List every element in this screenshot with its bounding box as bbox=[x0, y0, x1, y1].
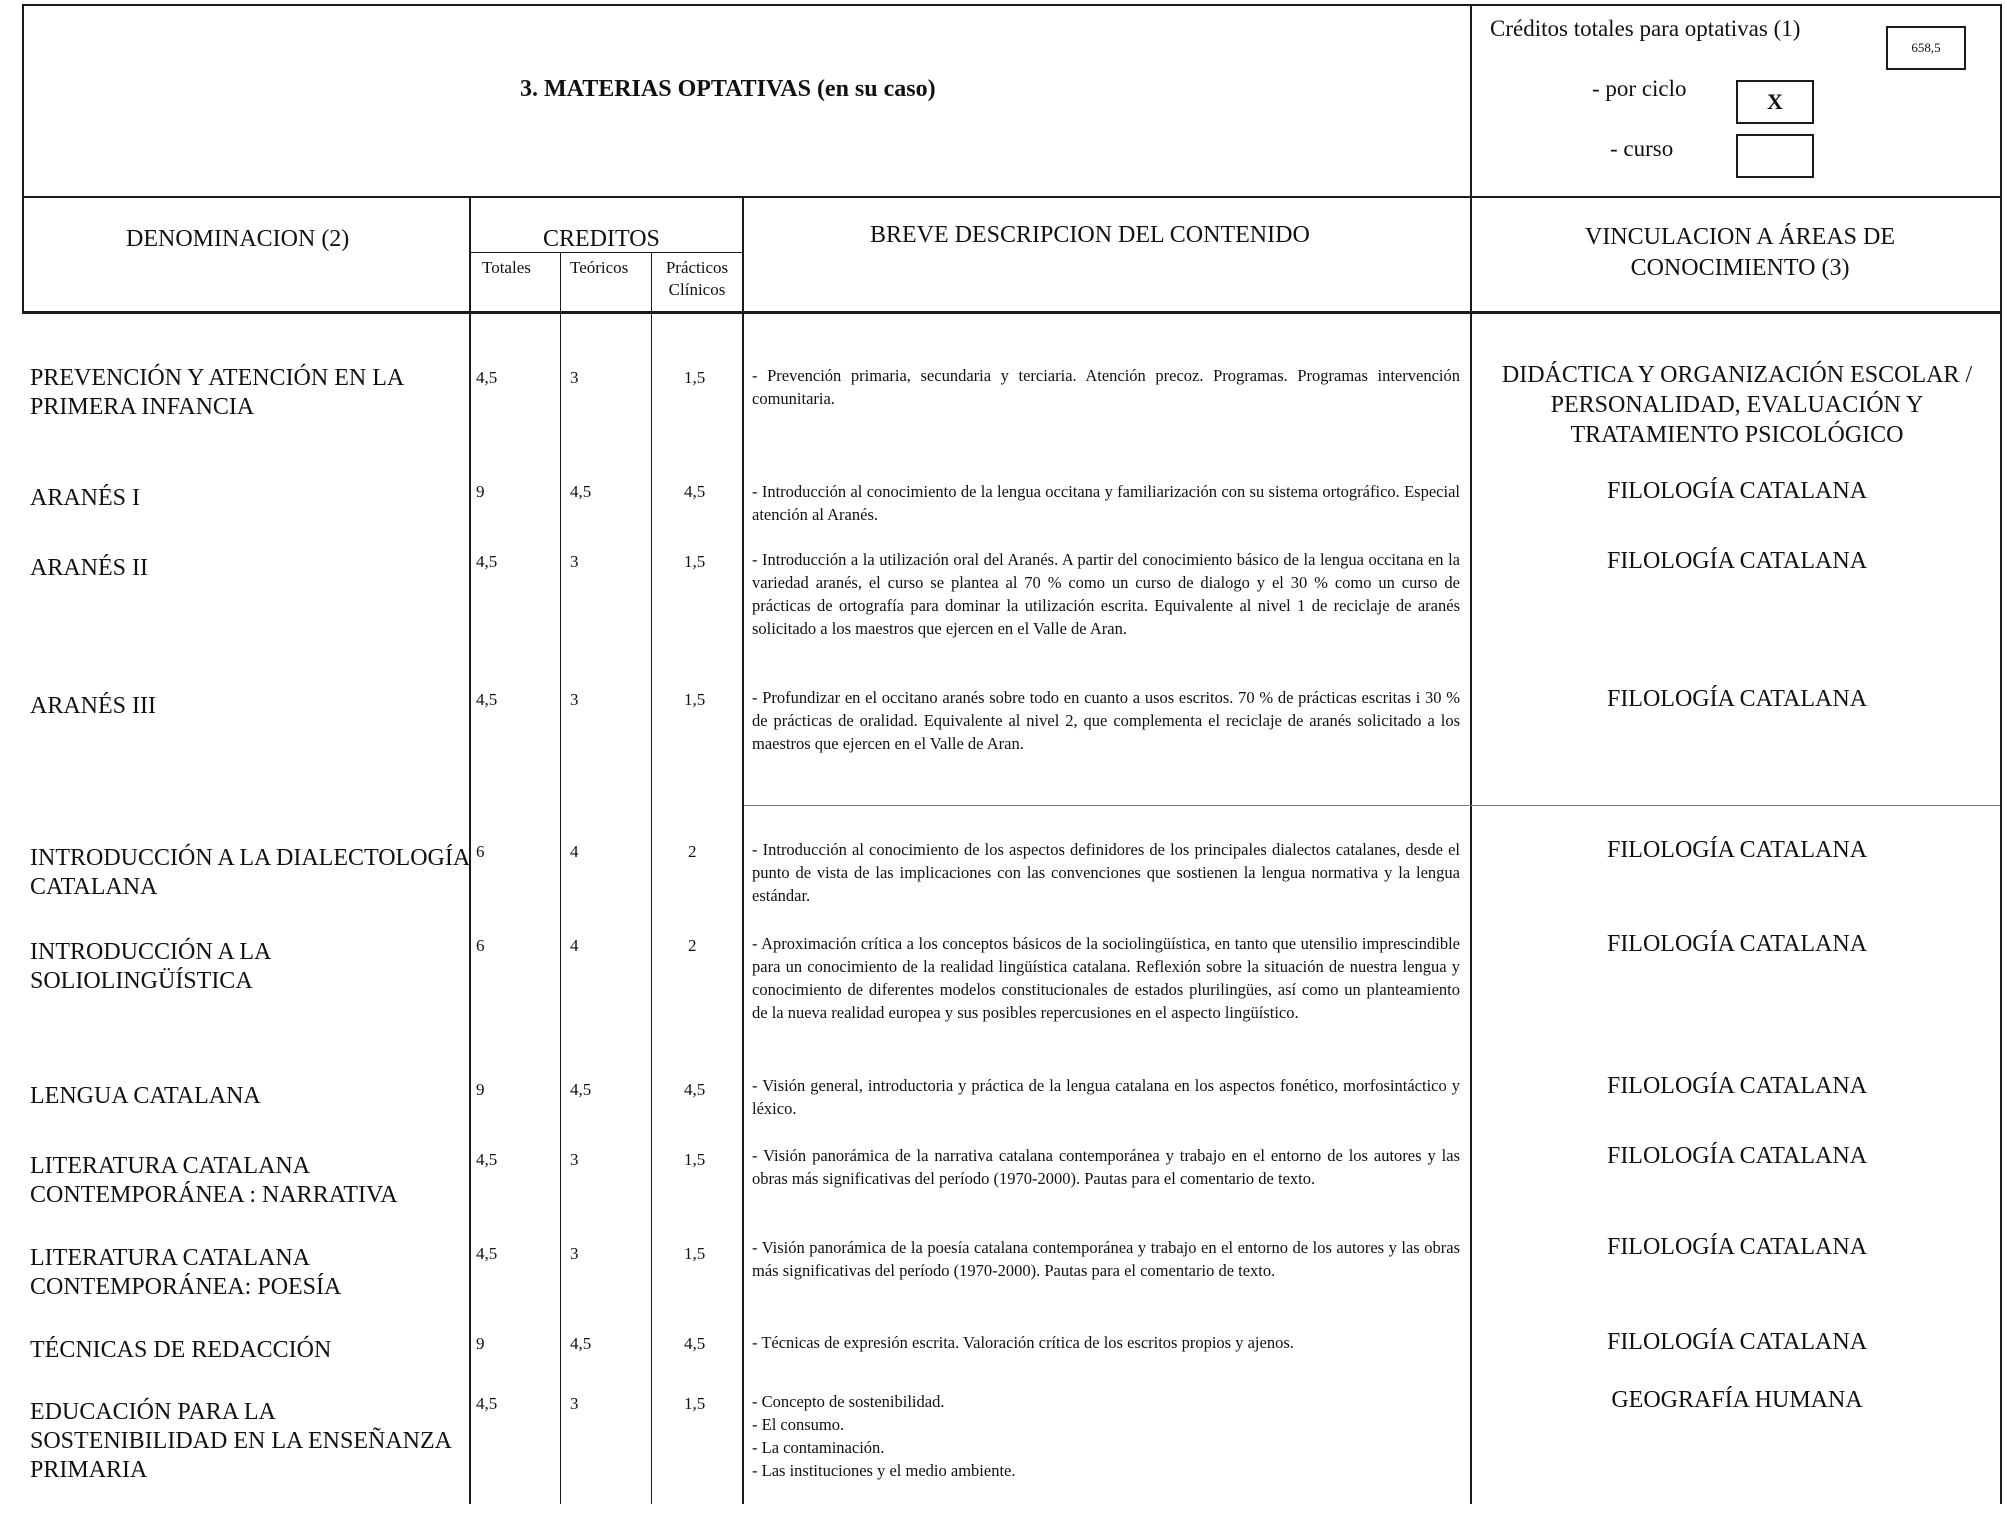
frame-top bbox=[22, 4, 2002, 6]
row-area: FILOLOGÍA CATALANA bbox=[1606, 1073, 1868, 1099]
row-teoricos: 3 bbox=[570, 1150, 579, 1169]
row-totales: 4,5 bbox=[476, 1244, 498, 1263]
row-practicos: 1,5 bbox=[684, 368, 706, 387]
row-area: FILOLOGÍA CATALANA bbox=[1606, 1143, 1868, 1169]
description-line: - Las instituciones y el medio ambiente. bbox=[752, 1461, 1016, 1480]
frame-right bbox=[2000, 4, 2002, 1504]
row-name: ARANÉS I bbox=[30, 485, 141, 511]
row-name: LENGUA CATALANA bbox=[30, 1083, 261, 1109]
row-teoricos: 4,5 bbox=[570, 1334, 592, 1353]
col-descripcion: BREVE DESCRIPCION DEL CONTENIDO bbox=[870, 222, 1310, 248]
row-description: - Visión panorámica de la narrativa catalana contemporánea y trabajo en el entorno de los autores y las obras más significativas del período (1970-2000). Pautas para el comentario de texto. bbox=[752, 1146, 1460, 1188]
row-practicos: 1,5 bbox=[684, 1244, 706, 1263]
row-area: FILOLOGÍA CATALANA bbox=[1606, 837, 1868, 863]
row-teoricos: 3 bbox=[570, 1244, 579, 1263]
row-name: TÉCNICAS DE REDACCIÓN bbox=[30, 1337, 332, 1363]
col-creditos: CREDITOS bbox=[543, 226, 660, 252]
row-totales: 4,5 bbox=[476, 1150, 498, 1169]
row-practicos: 1,5 bbox=[684, 552, 706, 571]
total-credits-box bbox=[1886, 26, 1966, 70]
frame-left bbox=[22, 4, 24, 314]
row-name: ARANÉS III bbox=[30, 693, 156, 719]
col-teoricos: Teóricos bbox=[570, 258, 629, 277]
row-area: FILOLOGÍA CATALANA bbox=[1606, 548, 1868, 574]
row-name: EDUCACIÓN PARA LA SOSTENIBILIDAD EN LA ENSEÑANZA PRIMARIA bbox=[30, 1399, 451, 1483]
col-sep-2 bbox=[560, 252, 561, 1504]
row-totales: 6 bbox=[476, 936, 485, 955]
row-totales: 4,5 bbox=[476, 690, 498, 709]
row-name: LITERATURA CATALANA CONTEMPORÁNEA : NARRATIVA bbox=[30, 1153, 398, 1208]
row-practicos: 4,5 bbox=[684, 1080, 706, 1099]
row-practicos: 2 bbox=[688, 842, 697, 861]
row-totales: 9 bbox=[476, 1080, 485, 1099]
per-cycle-label: - por ciclo bbox=[1592, 76, 1687, 101]
row-area: FILOLOGÍA CATALANA bbox=[1606, 1234, 1868, 1260]
col-practicos: Prácticos Clínicos bbox=[665, 258, 729, 299]
row-description: - Profundizar en el occitano aranés sobre todo en cuanto a usos escritos. 70 % de prácticas escritas i 30 % de prácticas de oralidad. Equivalente al nivel 2, que complementa el reciclaje de aranés solicitado a los maestros que ejercen en el Valle de Aran. bbox=[752, 688, 1460, 753]
row-description: - Introducción al conocimiento de la lengua occitana y familiarización con su sistema ortográfico. Especial atención al Aranés. bbox=[752, 482, 1460, 524]
per-cycle-box bbox=[1736, 80, 1814, 124]
row-practicos: 1,5 bbox=[684, 690, 706, 709]
row-area: FILOLOGÍA CATALANA bbox=[1606, 931, 1868, 957]
col-denominacion: DENOMINACION (2) bbox=[126, 226, 350, 252]
row-teoricos: 3 bbox=[570, 690, 579, 709]
row-area: FILOLOGÍA CATALANA bbox=[1606, 478, 1868, 504]
row-area: DIDÁCTICA Y ORGANIZACIÓN ESCOLAR / PERSONALIDAD, EVALUACIÓN Y TRATAMIENTO PSICOLÓGICO bbox=[1501, 362, 1973, 448]
row-totales: 4,5 bbox=[476, 1394, 498, 1413]
row-area: FILOLOGÍA CATALANA bbox=[1606, 1329, 1868, 1355]
row-practicos: 1,5 bbox=[684, 1150, 706, 1169]
row-teoricos: 3 bbox=[570, 552, 579, 571]
col-sep-3 bbox=[651, 252, 652, 1504]
description-line: - Concepto de sostenibilidad. bbox=[752, 1392, 945, 1411]
row-teoricos: 4,5 bbox=[570, 1080, 592, 1099]
row-name: LITERATURA CATALANA CONTEMPORÁNEA: POESÍA bbox=[30, 1245, 342, 1300]
col-vinculacion: VINCULACION A ÁREAS DE CONOCIMIENTO (3) bbox=[1584, 224, 1895, 281]
row-description: - Visión general, introductoria y práctica de la lengua catalana en los aspectos fonético, morfosintáctico y léxico. bbox=[752, 1076, 1460, 1118]
row-teoricos: 3 bbox=[570, 1394, 579, 1413]
per-cycle-mark: X bbox=[1767, 89, 1783, 114]
row-description: - Visión panorámica de la poesía catalana contemporánea y trabajo en el entorno de los autores y las obras más significativas del período (1970-2000). Pautas para el comentario de texto. bbox=[752, 1238, 1460, 1280]
row-totales: 4,5 bbox=[476, 552, 498, 571]
total-credits-label: Créditos totales para optativas (1) bbox=[1490, 16, 1801, 41]
col-totales: Totales bbox=[482, 258, 531, 277]
col-sep-4 bbox=[742, 198, 744, 1504]
row-name: INTRODUCCIÓN A LA SOLIOLINGÜÍSTICA bbox=[30, 939, 271, 994]
row-teoricos: 4 bbox=[570, 936, 579, 955]
row-name: INTRODUCCIÓN A LA DIALECTOLOGÍA CATALANA bbox=[30, 845, 469, 900]
row-practicos: 4,5 bbox=[684, 482, 706, 501]
row-description: - Introducción a la utilización oral del Aranés. A partir del conocimiento básico de la lengua occitana en la variedad aranés, el curso se plantea al 70 % como un curso de dialogo y el 30 % como un curso de prácticas de ortografía para dominar la utilización escrita. Equivalente al nivel 1 de reciclaje de aranés solicitado a los maestros que ejercen en el Valle de Aran. bbox=[752, 550, 1460, 638]
row-name: ARANÉS II bbox=[30, 555, 148, 581]
row-teoricos: 4,5 bbox=[570, 482, 592, 501]
row-teoricos: 4 bbox=[570, 842, 579, 861]
row-practicos: 4,5 bbox=[684, 1334, 706, 1353]
per-course-label: - curso bbox=[1610, 136, 1674, 161]
row-description: - Aproximación crítica a los conceptos básicos de la sociolingüística, en tanto que utensilio imprescindible para un conocimiento de la realidad lingüística catalana. Reflexión sobre la situación de nuestra lengua y conocimiento de diferentes modelos constitucionales de estados plurilingües, así como un planteamiento de la nueva realidad europea y sus posibles repercusiones en el aspecto lingüístico. bbox=[752, 934, 1460, 1022]
row-area: GEOGRAFÍA HUMANA bbox=[1611, 1387, 1863, 1413]
row-description: - Introducción al conocimiento de los aspectos definidores de los principales dialectos catalanes, desde el punto de vista de las implicaciones con las convenciones que sostienen la lengua normativa y la lengua estándar. bbox=[752, 840, 1460, 905]
row-totales: 4,5 bbox=[476, 368, 498, 387]
section-title: 3. MATERIAS OPTATIVAS (en su caso) bbox=[520, 76, 936, 102]
header-divider bbox=[1470, 4, 1472, 198]
row-practicos: 2 bbox=[688, 936, 697, 955]
description-line: - La contaminación. bbox=[752, 1438, 885, 1457]
colheader-bottom bbox=[22, 311, 2002, 314]
header-bottom bbox=[22, 196, 2002, 198]
row-description: - Prevención primaria, secundaria y terciaria. Atención precoz. Programas. Programas intervención comunitaria. bbox=[752, 366, 1460, 408]
page-break-line bbox=[744, 805, 2000, 806]
row-totales: 6 bbox=[476, 842, 485, 861]
row-name: PREVENCIÓN Y ATENCIÓN EN LA PRIMERA INFANCIA bbox=[30, 365, 403, 420]
row-practicos: 1,5 bbox=[684, 1394, 706, 1413]
row-description-list bbox=[752, 1390, 1460, 1482]
row-totales: 9 bbox=[476, 482, 485, 501]
row-teoricos: 3 bbox=[570, 368, 579, 387]
row-totales: 9 bbox=[476, 1334, 485, 1353]
row-area: FILOLOGÍA CATALANA bbox=[1606, 686, 1868, 712]
description-line: - El consumo. bbox=[752, 1415, 845, 1434]
per-course-box bbox=[1736, 134, 1814, 178]
total-credits-value: 658,5 bbox=[1911, 40, 1941, 55]
row-description: - Técnicas de expresión escrita. Valoración crítica de los escritos propios y ajenos. bbox=[752, 1333, 1294, 1352]
